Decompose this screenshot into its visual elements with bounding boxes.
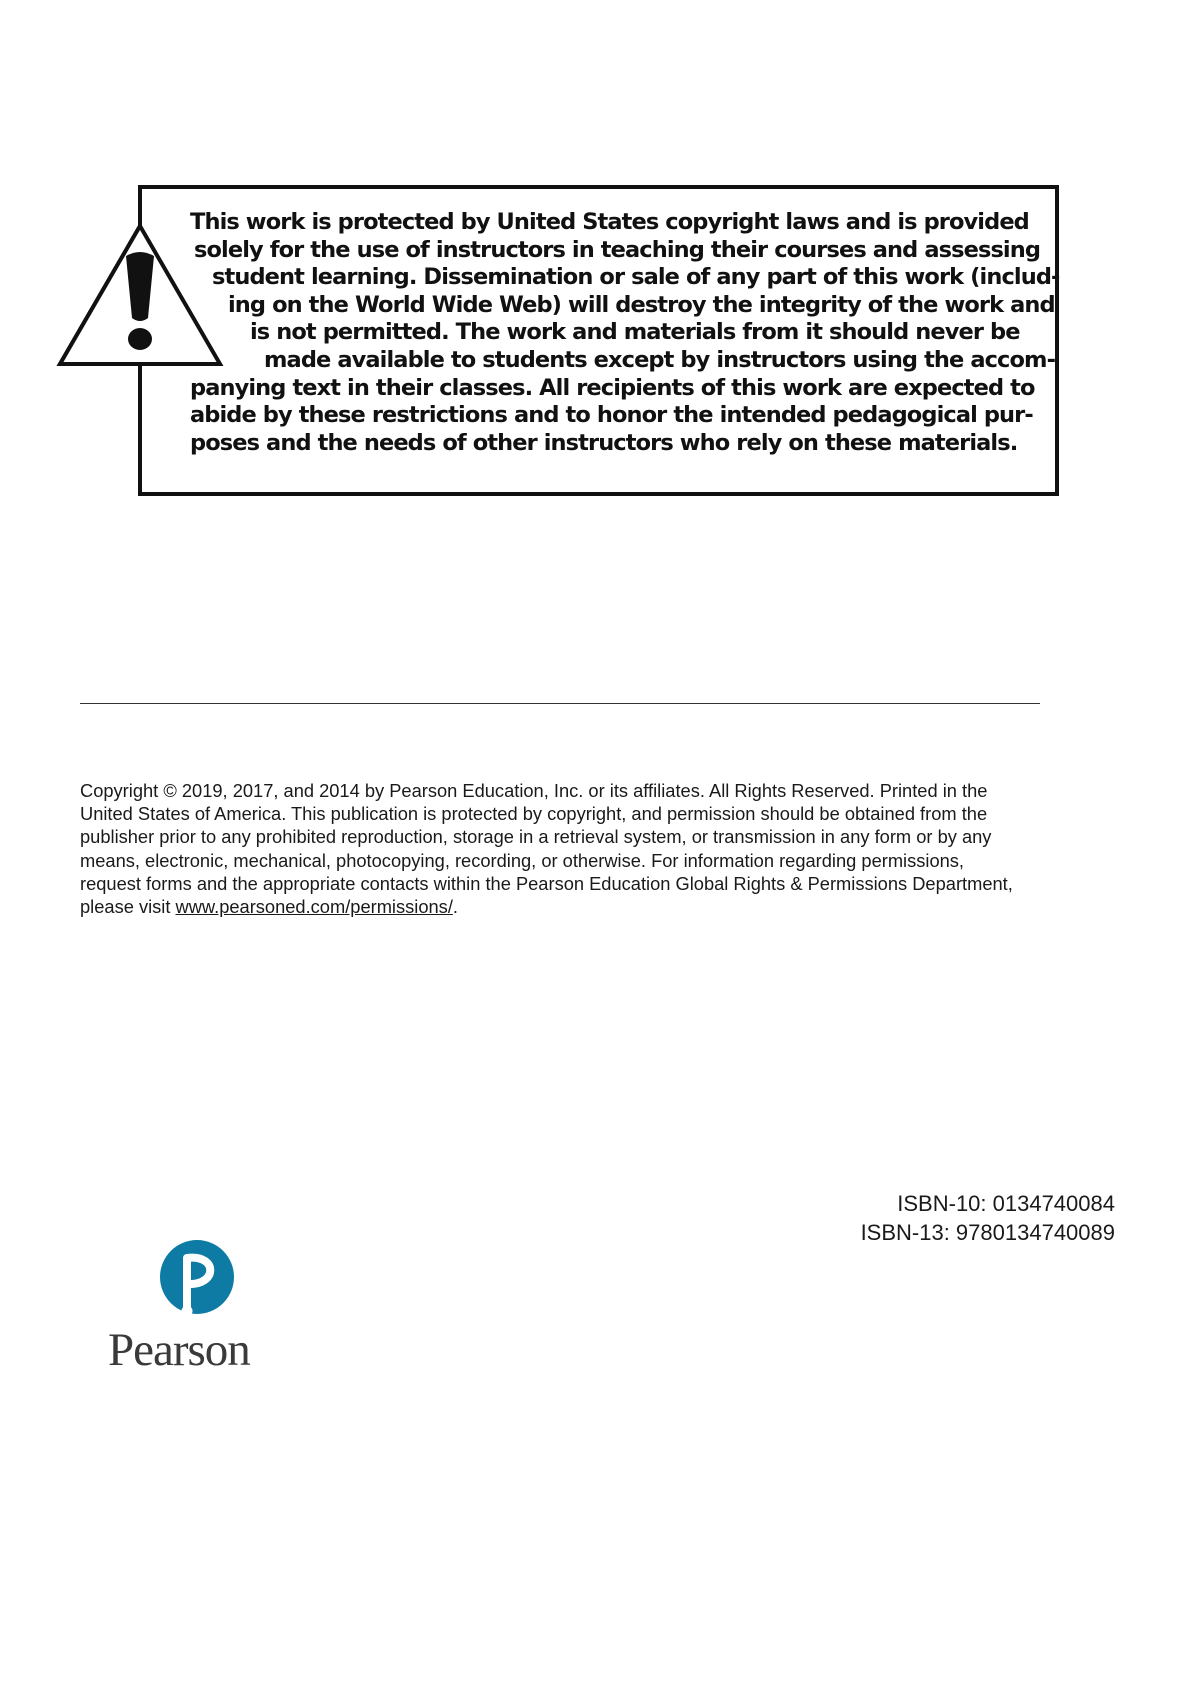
permissions-prefix: please visit (80, 896, 176, 918)
copyright-line: publisher prior to any prohibited reproduction, storage in a retrieval system, or transmission in any form or by any (80, 826, 992, 848)
permissions-suffix: . (452, 896, 458, 918)
permissions-link[interactable]: www.pearsoned.com/permissions/ (175, 896, 453, 918)
copyright-line-last (80, 895, 1120, 918)
copyright-line: United States of America. This publication is protected by copyright, and permission should be obtained from the (80, 803, 988, 825)
warning-line: poses and the needs of other instructors who rely on these materials. (190, 429, 1018, 456)
isbn-10: ISBN-10: 0134740084 (897, 1191, 1115, 1216)
copyright-line: request forms and the appropriate contacts within the Pearson Education Global Rights & Permissions Department, (80, 872, 1013, 894)
warning-line: abide by these restrictions and to honor the intended pedagogical pur- (190, 402, 1033, 429)
warning-line: made available to students except by instructors using the accom- (264, 346, 1056, 373)
isbn-13: ISBN-13: 9780134740089 (860, 1219, 1115, 1245)
pearson-p-icon (160, 1240, 234, 1324)
copyright-line: means, electronic, mechanical, photocopying, recording, or otherwise. For information regarding permissions, (80, 849, 965, 871)
copyright-paragraph (80, 779, 1120, 918)
copyright-line: Copyright © 2019, 2017, and 2014 by Pearson Education, Inc. or its affiliates. All Rights Reserved. Printed in the (80, 780, 988, 801)
isbn-block (861, 1190, 1115, 1247)
pearson-logo (108, 1240, 292, 1380)
warning-line: is not permitted. The work and materials from it should never be (250, 319, 1020, 346)
warning-line: student learning. Dissemination or sale of any part of this work (includ- (212, 264, 1060, 291)
warning-line: panying text in their classes. All recipients of this work are expected to (190, 374, 1035, 401)
section-divider (80, 703, 1040, 704)
warning-notice-text (190, 209, 1060, 457)
warning-line: ing on the World Wide Web) will destroy the integrity of the work and (228, 291, 1055, 318)
warning-line: This work is protected by United States copyright laws and is provided (190, 209, 1029, 235)
pearson-wordmark: Pearson (108, 1324, 250, 1376)
warning-line: solely for the use of instructors in teaching their courses and assessing (194, 236, 1041, 263)
